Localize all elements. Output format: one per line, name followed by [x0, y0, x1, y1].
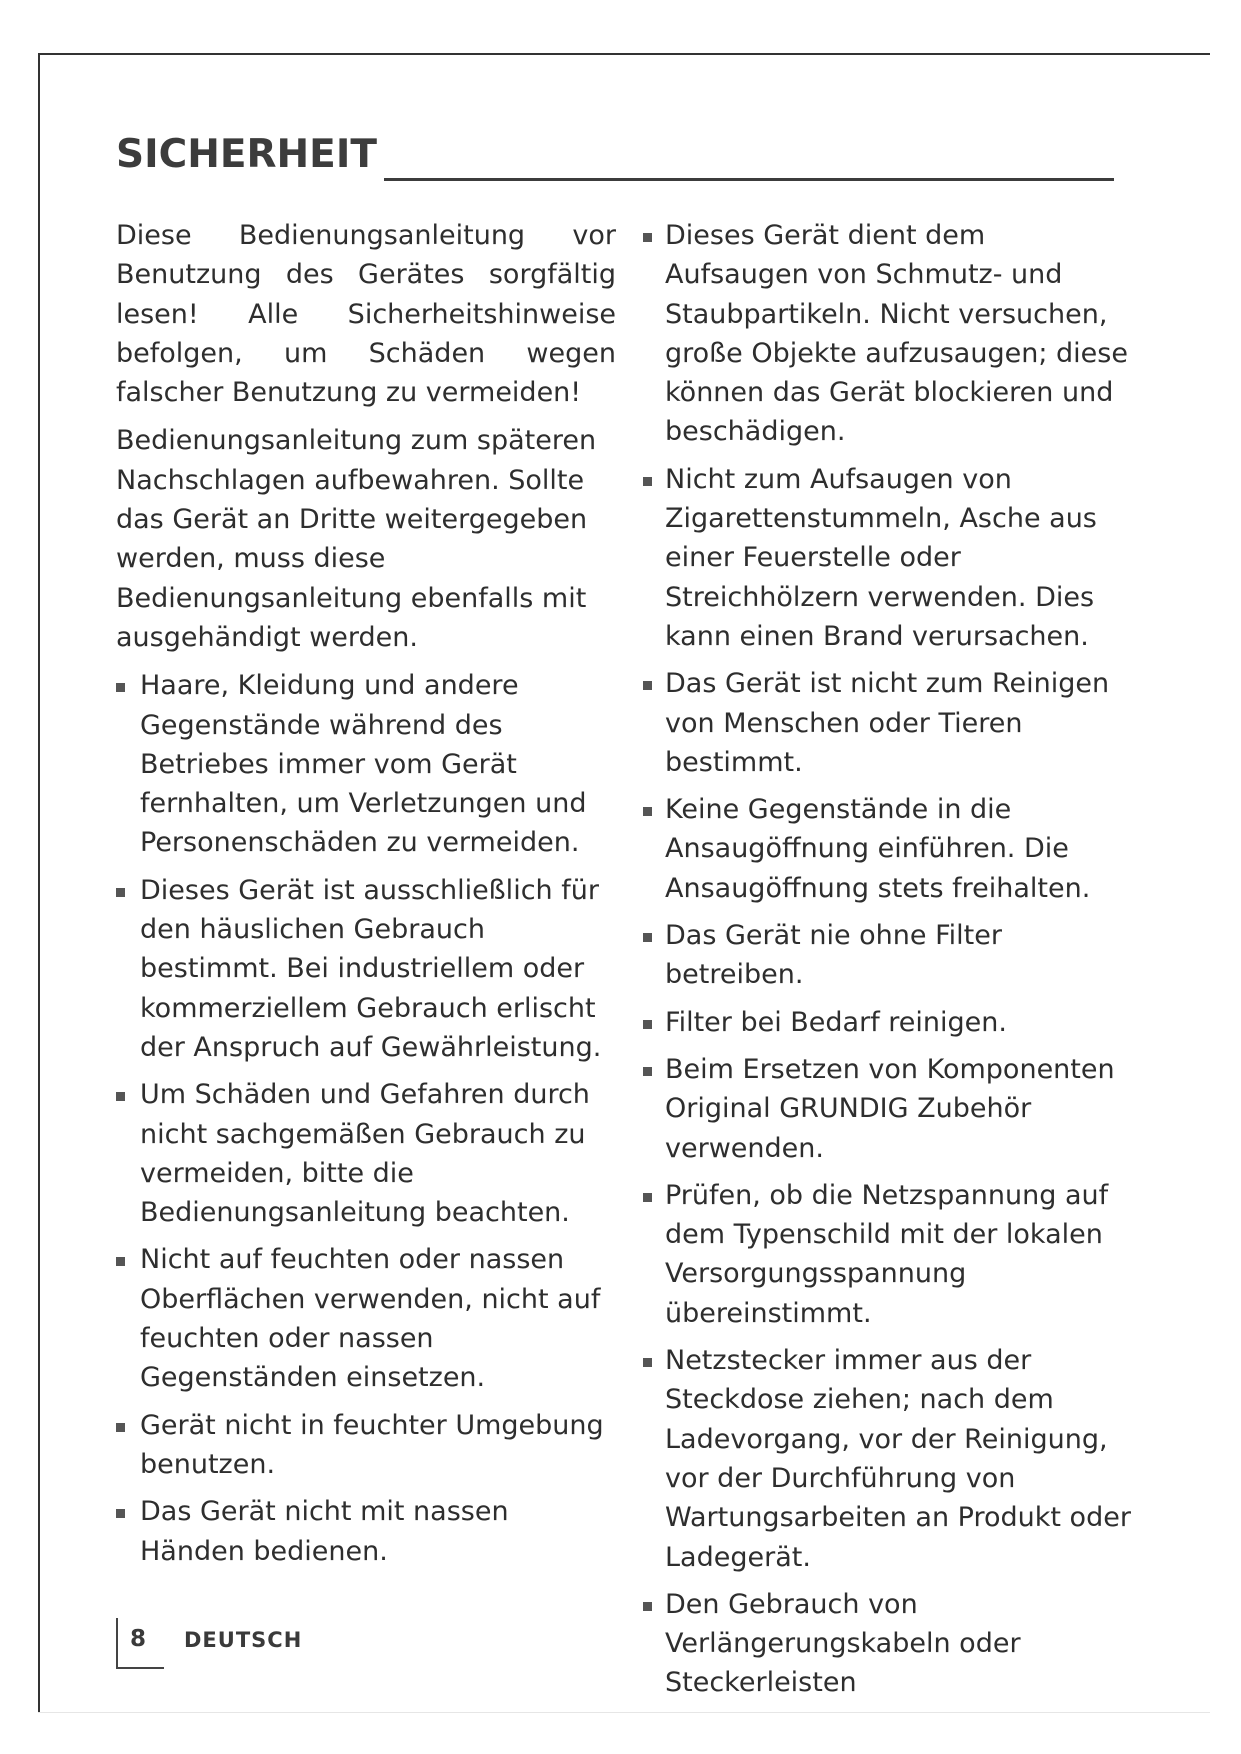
- safety-item-text: Das Gerät nie ohne Filter betreiben.: [665, 920, 1002, 991]
- square-bullet-icon: [643, 233, 652, 242]
- square-bullet-icon: [643, 1193, 652, 1202]
- safety-item-text: Nicht auf feuchten oder nassen Oberflächen verwenden, nicht auf feuchten oder nassen Gegenständen einsetzen.: [140, 1244, 601, 1394]
- safety-item: [116, 1075, 616, 1232]
- footer-bar: [116, 1618, 118, 1668]
- safety-item-text: Gerät nicht in feuchter Umgebung benutzen.: [140, 1409, 604, 1480]
- safety-item: [643, 1003, 1135, 1042]
- square-bullet-icon: [116, 1423, 125, 1432]
- square-bullet-icon: [116, 1509, 125, 1518]
- safety-item: [643, 1585, 1135, 1703]
- safety-item: [643, 916, 1135, 995]
- safety-item-text: Das Gerät nicht mit nassen Händen bedienen.: [140, 1496, 509, 1567]
- footer-underline: [116, 1667, 164, 1669]
- square-bullet-icon: [643, 1602, 652, 1611]
- square-bullet-icon: [643, 681, 652, 690]
- safety-item-text: Prüfen, ob die Netzspannung auf dem Typenschild mit der lokalen Versorgungsspannung übereinstimmt.: [665, 1179, 1109, 1329]
- square-bullet-icon: [116, 1257, 125, 1266]
- safety-item: [116, 1492, 616, 1571]
- square-bullet-icon: [643, 933, 652, 942]
- safety-list-left: [116, 666, 616, 1571]
- safety-item: [643, 664, 1135, 782]
- safety-item-text: Keine Gegenstände in die Ansaugöffnung einführen. Die Ansaugöffnung stets freihalten.: [665, 794, 1091, 904]
- safety-item: [116, 666, 616, 862]
- safety-item-text: Netzstecker immer aus der Steckdose ziehen; nach dem Ladevorgang, vor der Reinigung, vor der Durchführung von Wartungsarbeiten an Produkt oder Ladegerät.: [665, 1345, 1131, 1573]
- safety-item: [116, 1406, 616, 1485]
- safety-list-right: [643, 216, 1135, 1703]
- safety-item: [643, 1176, 1135, 1333]
- safety-item: [116, 1240, 616, 1397]
- safety-item-text: Beim Ersetzen von Komponenten Original GRUNDIG Zubehör verwenden.: [665, 1053, 1115, 1164]
- safety-item-text: Um Schäden und Gefahren durch nicht sachgemäßen Gebrauch zu vermeiden, bitte die Bedienungsanleitung beachten.: [140, 1079, 590, 1229]
- square-bullet-icon: [116, 888, 125, 897]
- square-bullet-icon: [643, 807, 652, 816]
- page-footer: [116, 1618, 416, 1670]
- safety-item-text: Dieses Gerät dient dem Aufsaugen von Schmutz- und Staubpartikeln. Nicht versuchen, große Objekte aufzusaugen; diese können das Gerät blockieren und beschädigen.: [665, 220, 1128, 448]
- square-bullet-icon: [643, 1020, 652, 1029]
- square-bullet-icon: [643, 1067, 652, 1076]
- safety-item-text: Nicht zum Aufsaugen von Zigarettenstummeln, Asche aus einer Feuerstelle oder Streichhölzern verwenden. Dies kann einen Brand verursachen.: [665, 463, 1097, 652]
- safety-item: [643, 460, 1135, 656]
- square-bullet-icon: [643, 1358, 652, 1367]
- section-title: SICHERHEIT: [116, 132, 377, 177]
- square-bullet-icon: [643, 477, 652, 486]
- safety-item: [643, 1050, 1135, 1168]
- page-frame-left-border: [38, 53, 40, 1713]
- section-header: [116, 132, 1114, 182]
- page-number: 8: [130, 1626, 147, 1652]
- footer-language: DEUTSCH: [184, 1628, 303, 1652]
- safety-item: [116, 871, 616, 1067]
- page-frame-bottom-border: [38, 1712, 1210, 1713]
- safety-item-text: Das Gerät ist nicht zum Reinigen von Menschen oder Tieren bestimmt.: [665, 668, 1110, 778]
- left-column: [116, 216, 616, 1579]
- page-frame-top-border: [38, 53, 1210, 55]
- intro-paragraph: Diese Bedienungsanleitung vor Benutzung des Gerätes sorgfältig lesen! Alle Sicherheitshinweise befolgen, um Schäden wegen falscher Benutzung zu vermeiden!: [116, 220, 616, 409]
- title-rule: [384, 178, 1114, 181]
- safety-item: [643, 1341, 1135, 1577]
- right-column: [643, 216, 1135, 1711]
- safety-item-text: Haare, Kleidung und andere Gegenstände während des Betriebes immer vom Gerät fernhalten, um Verletzungen und Personenschäden zu vermeiden.: [140, 670, 587, 859]
- safety-item: [643, 790, 1135, 908]
- square-bullet-icon: [116, 683, 125, 692]
- safety-item-text: Dieses Gerät ist ausschließlich für den häuslichen Gebrauch bestimmt. Bei industriellem oder kommerziellem Gebrauch erlischt der Anspruch auf Gewährleistung.: [140, 874, 602, 1063]
- safety-item-text: Den Gebrauch von Verlängerungskabeln oder Steckerleisten: [665, 1588, 1021, 1699]
- intro-paragraph: Bedienungsanleitung zum späteren Nachschlagen aufbewahren. Sollte das Gerät an Dritte weitergegeben werden, muss diese Bedienungsanleitung ebenfalls mit ausgehändigt werden.: [116, 425, 597, 653]
- safety-item-text: Filter bei Bedarf reinigen.: [665, 1006, 1007, 1038]
- square-bullet-icon: [116, 1092, 125, 1101]
- safety-item: [643, 216, 1135, 452]
